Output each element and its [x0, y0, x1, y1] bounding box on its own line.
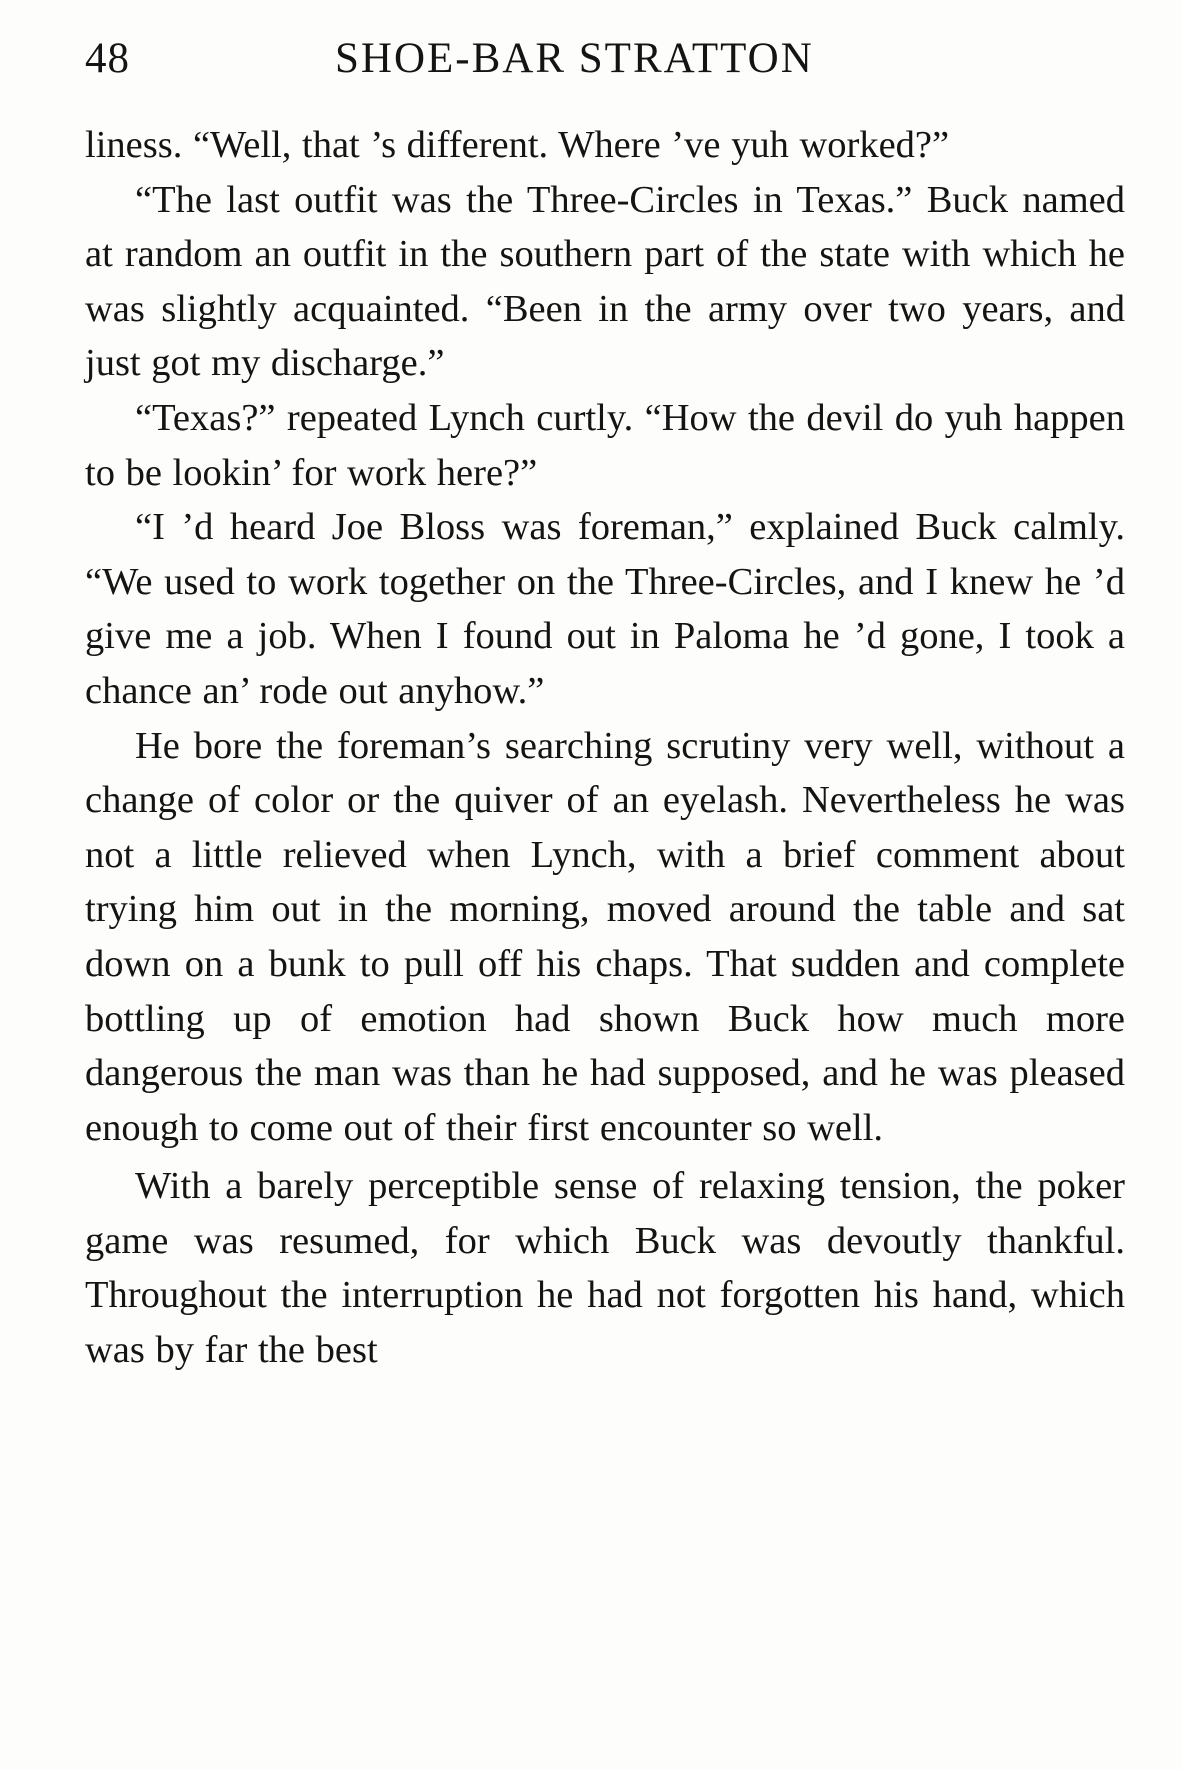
body-text — [85, 118, 1125, 1378]
paragraph: “I ’d heard Joe Bloss was foreman,” explained Buck calmly. “We used to work together on the Three-Circles, and I knew he ’d give me a job. When I found out in Paloma he ’d gone, I took a chance an’ rode out anyhow.” — [85, 506, 1125, 712]
paragraph: With a barely perceptible sense of relaxing tension, the poker game was resumed, for which Buck was devoutly thankful. Throughout the interruption he had not forgotten his hand, which was by far the best — [85, 1165, 1125, 1372]
paragraph: “The last outfit was the Three-Circles in Texas.” Buck named at random an outfit in the southern part of the state with which he was slightly acquainted. “Been in the army over two years, and just got my discharge.” — [85, 178, 1125, 385]
running-head: SHOE-BAR STRATTON — [335, 35, 814, 82]
paragraph-continuation: liness. “Well, that ’s different. Where ’ve yuh worked?” — [85, 124, 950, 166]
paragraph: “Texas?” repeated Lynch curtly. “How the devil do yuh happen to be lookin’ for work here?” — [85, 396, 1125, 494]
page-number: 48 — [85, 35, 130, 82]
paragraph: He bore the foreman’s searching scrutiny very well, without a change of color or the quiver of an eyelash. Nevertheless he was not a little relieved when Lynch, with a brief comment about trying him out in the morning, moved around the table and sat down on a bunk to pull off his chaps. That sudden and complete bottling up of emotion had shown Buck how much more dangerous the man was than he had supposed, and he was pleased enough to come out of their first encounter so well. — [85, 724, 1125, 1149]
page-header — [85, 34, 1125, 94]
